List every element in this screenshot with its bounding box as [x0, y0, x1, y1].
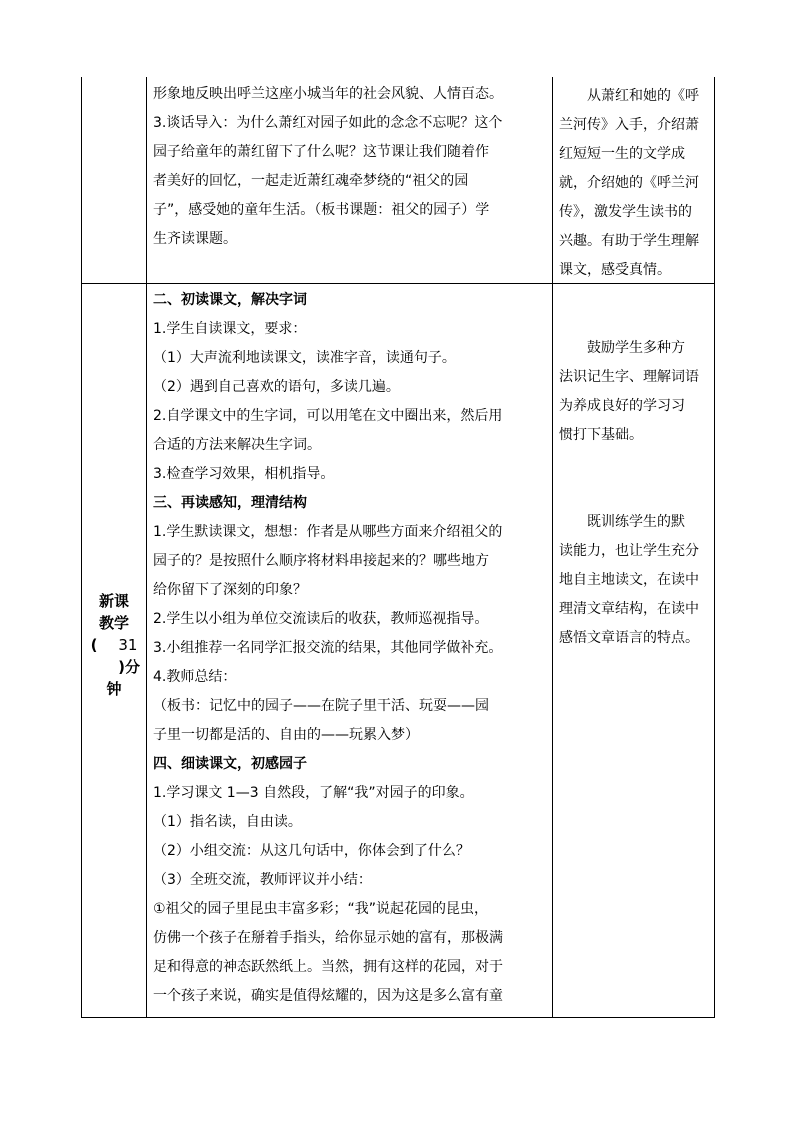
row1-main-cell [153, 80, 552, 280]
row2-note2-cell [559, 508, 720, 653]
table-left-border [81, 77, 82, 1018]
note-line: 惯打下基础。 [559, 427, 643, 443]
stage-label-line: 教学 [98, 614, 129, 632]
paragraph-line: 足和得意的神态跃然纸上。当然，拥有这样的花园，对于 [153, 959, 503, 975]
paragraph-line: 4.教师总结： [153, 669, 237, 685]
note-line: 法识记生字、理解词语 [559, 369, 699, 385]
table-col-divider-2 [552, 77, 553, 1018]
paragraph-line: 3.谈话导入：为什么萧红对园子如此的念念不忘呢？这个 [153, 115, 503, 131]
note-line: 兴趣。有助于学生理解 [559, 233, 699, 249]
stage-label-line: 新课 [98, 592, 129, 610]
section-heading: 四、细读课文，初感园子 [153, 756, 307, 772]
note-line: 红短短一生的文学成 [559, 146, 685, 162]
row1-note-cell [559, 82, 720, 285]
paragraph-line: 1.学习课文 1—3 自然段，了解“我”对园子的印象。 [153, 785, 474, 801]
paragraph-line: 2.学生以小组为单位交流读后的收获，教师巡视指导。 [153, 611, 489, 627]
paragraph-line: 1.学生自读课文，要求： [153, 321, 307, 337]
note-line: 理清文章结构，在读中 [559, 601, 699, 617]
paragraph-line: （1）指名读，自由读。 [153, 814, 302, 830]
paragraph-line: 生齐读课题。 [153, 231, 237, 247]
paragraph-line: 仿佛一个孩子在掰着手指头，给你显示她的富有，那极满 [153, 930, 503, 946]
paragraph-line: （1）大声流利地读课文，读准字音，读通句子。 [153, 350, 456, 366]
paragraph-line: （2）遇到自己喜欢的语句，多读几遍。 [153, 379, 400, 395]
paragraph-line: 合适的方法来解决生字词。 [153, 437, 321, 453]
note-line: 兰河传》入手，介绍萧 [559, 117, 699, 133]
table-bottom-border [81, 1017, 715, 1018]
paragraph-line: 子”，感受她的童年生活。（板书课题：祖父的园子）学 [153, 202, 490, 218]
paragraph-line: （2）小组交流：从这几句话中，你体会到了什么？ [153, 843, 470, 859]
paragraph-line: 给你留下了深刻的印象？ [153, 582, 307, 598]
paragraph-line: 园子的？是按照什么顺序将材料串接起来的？哪些地方 [153, 553, 489, 569]
note-line: 读能力，也让学生充分 [559, 543, 699, 559]
note-line: 为养成良好的学习习 [559, 398, 685, 414]
note-line: 从萧红和她的《呼 [559, 88, 699, 104]
stage-label [82, 590, 146, 700]
section-heading: 二、初读课文，解决字词 [153, 292, 307, 308]
note-line: 就，介绍她的《呼兰河 [559, 175, 699, 191]
row2-note1-cell [559, 334, 720, 450]
row2-main-cell [153, 286, 552, 1016]
stage-label-line: )分 [118, 658, 140, 676]
note-line: 鼓励学生多种方 [559, 340, 685, 356]
stage-label-duration [82, 634, 146, 656]
note-line: 感悟文章语言的特点。 [559, 630, 699, 646]
paragraph-line: 3.检查学习效果，相机指导。 [153, 466, 335, 482]
table-col-divider-1 [146, 77, 147, 1018]
paragraph-line: 一个孩子来说，确实是值得炫耀的，因为这是多么富有童 [153, 988, 503, 1004]
paragraph-line: 形象地反映出呼兰这座小城当年的社会风貌、人情百态。 [153, 86, 503, 102]
paragraph-line: 1.学生默读课文，想想：作者是从哪些方面来介绍祖父的 [153, 524, 503, 540]
note-line: 传》，激发学生读书的 [559, 204, 692, 220]
paragraph-line: 子里一切都是活的、自由的——玩累入梦） [153, 727, 419, 743]
paragraph-line: 者美好的回忆，一起走近萧红魂牵梦绕的“祖父的园 [153, 173, 469, 189]
section-heading: 三、再读感知，理清结构 [153, 495, 307, 511]
paragraph-line: ①祖父的园子里昆虫丰富多彩；“我”说起花园的昆虫， [153, 901, 489, 917]
stage-label-line: 钟 [106, 680, 122, 698]
stage-minutes: 31 [118, 636, 138, 654]
paragraph-line: （板书：记忆中的园子——在院子里干活、玩耍——园 [153, 698, 489, 714]
note-line: 课文，感受真情。 [559, 262, 671, 278]
paragraph-line: （3）全班交流，教师评议并小结： [153, 872, 372, 888]
note-line: 地自主地读文，在读中 [559, 572, 699, 588]
paragraph-line: 园子给童年的萧红留下了什么呢？这节课让我们随着作 [153, 144, 489, 160]
paragraph-line: 3.小组推荐一名同学汇报交流的结果，其他同学做补充。 [153, 640, 503, 656]
paragraph-line: 2.自学课文中的生字词，可以用笔在文中圈出来，然后用 [153, 408, 503, 424]
stage-label-paren: ( [90, 636, 98, 654]
note-line: 既训练学生的默 [559, 514, 685, 530]
